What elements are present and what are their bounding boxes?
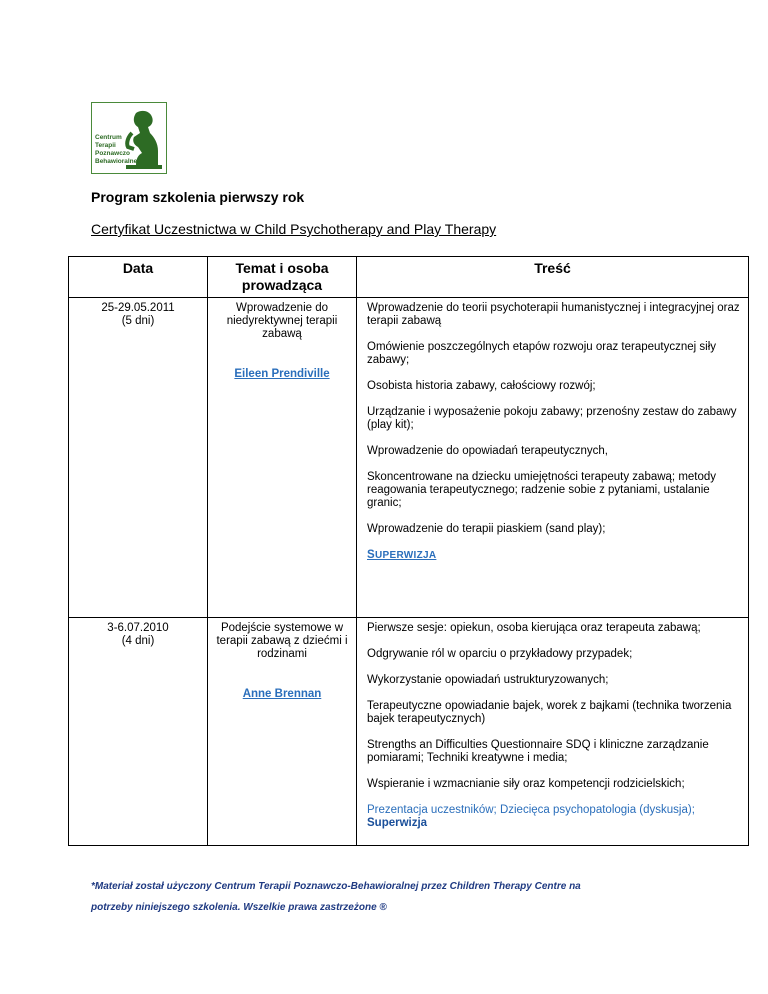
header-topic: Temat i osoba prowadząca <box>208 257 357 298</box>
date-days: (5 dni) <box>121 315 155 327</box>
content-item: Wprowadzenie do terapii piaskiem (sand play); <box>367 523 606 535</box>
topic-title: Podejście systemowe w terapii zabawą z dziećmi i rodzinami <box>216 622 348 660</box>
content-item: Wprowadzenie do opowiadań terapeutycznych, <box>367 445 609 457</box>
footer-note <box>91 876 691 918</box>
instructor-link[interactable]: Eileen Prendiville <box>234 368 330 380</box>
topic-cell <box>208 298 357 618</box>
date-cell <box>69 618 208 846</box>
topic-cell <box>208 618 357 846</box>
content-item: Skoncentrowane na dziecku umiejętności terapeuty zabawą; metody reagowania terapeutycznego; radzenie sobie z pytaniami, ustalanie granic; <box>367 471 717 509</box>
content-item: Odgrywanie ról w oparciu o przykładowy przypadek; <box>367 648 633 660</box>
date-range: 25-29.05.2011 <box>101 302 175 314</box>
content-cell <box>357 298 749 618</box>
content-item: Osobista historia zabawy, całościowy rozwój; <box>367 380 596 392</box>
supervision-link[interactable]: SUPERWIZJA <box>367 549 437 561</box>
content-item: Wspieranie i wzmacnianie siły oraz kompetencji rodzicielskich; <box>367 778 685 790</box>
content-item: Wprowadzenie do teorii psychoterapii humanistycznej i integracyjnej oraz terapii zabawą <box>367 302 740 327</box>
table-row <box>69 298 749 618</box>
header-date: Data <box>69 257 208 298</box>
content-item: Strengths an Difficulties Questionnaire SDQ i kliniczne zarządzanie pomiarami; Techniki kreatywne i media; <box>367 739 709 764</box>
footer-line-1: *Materiał został użyczony Centrum Terapii Poznawczo-Behawioralnej przez Children Therapy Centre na <box>91 881 581 892</box>
supervision-link[interactable]: Superwizja <box>367 817 428 829</box>
date-days: (4 dni) <box>121 635 155 647</box>
header-content: Treść <box>357 257 749 298</box>
instructor-link[interactable]: Anne Brennan <box>242 688 322 700</box>
logo-text: Centrum Terapii Poznawczo Behawioralnej <box>95 134 140 165</box>
page-subtitle: Certyfikat Uczestnictwa w Child Psychotherapy and Play Therapy <box>91 221 497 237</box>
content-item: Urządzanie i wyposażenie pokoju zabawy; przenośny zestaw do zabawy (play kit); <box>367 406 737 431</box>
logo <box>91 102 167 174</box>
topic-title: Wprowadzenie do niedyrektywnej terapii zabawą <box>226 302 338 340</box>
footer-line-2: potrzeby niniejszego szkolenia. Wszelkie prawa zastrzeżone ® <box>91 902 387 913</box>
content-item: Omówienie poszczególnych etapów rozwoju oraz terapeutycznej siły zabawy; <box>367 341 717 366</box>
date-cell <box>69 298 208 618</box>
content-item: Terapeutyczne opowiadanie bajek, worek z bajkami (technika tworzenia bajek terapeutycznych) <box>367 700 732 725</box>
table-row <box>69 618 749 846</box>
content-item: Pierwsze sesje: opiekun, osoba kierująca oraz terapeuta zabawą; <box>367 622 701 634</box>
content-item: Wykorzystanie opowiadań ustrukturyzowanych; <box>367 674 609 686</box>
content-cell <box>357 618 749 846</box>
date-range: 3-6.07.2010 <box>107 622 169 634</box>
schedule-table <box>68 256 749 846</box>
page-title: Program szkolenia pierwszy rok <box>91 189 305 205</box>
closing-item: Prezentacja uczestników; Dziecięca psychopatologia (dyskusja); Superwizja <box>367 804 695 829</box>
table-header-row <box>69 257 749 298</box>
